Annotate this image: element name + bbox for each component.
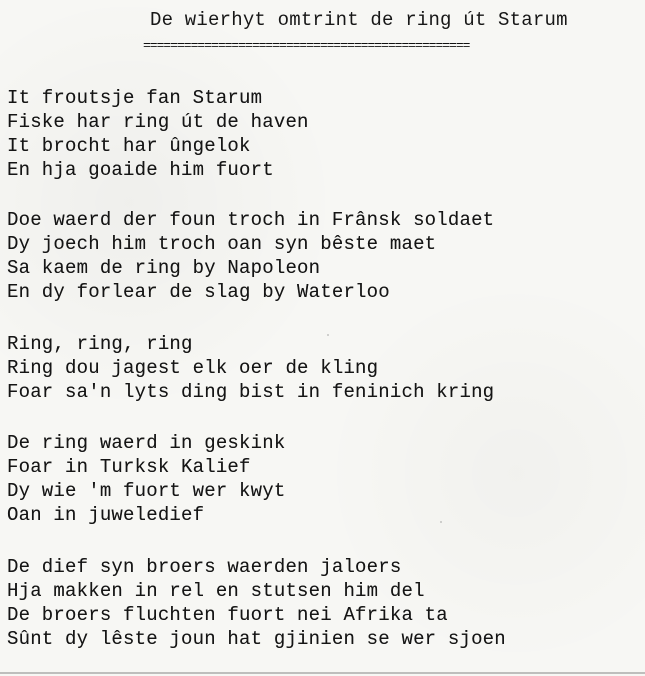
poem-line: Hja makken in rel en stutsen him del xyxy=(7,580,425,602)
stanza-3 xyxy=(7,332,637,404)
poem-line: Fiske har ring út de haven xyxy=(7,111,309,133)
poem-line: En dy forlear de slag by Waterloo xyxy=(7,281,390,303)
poem-line: It brocht har ûngelok xyxy=(7,135,251,157)
page-bottom-edge xyxy=(0,672,645,674)
poem-line: Sûnt dy lêste joun hat gjinien se wer sjoen xyxy=(7,628,506,650)
poem-line: Doe waerd der foun troch in Frânsk soldaet xyxy=(7,209,495,231)
stanza-5 xyxy=(7,555,637,651)
poem-line: Ring, ring, ring xyxy=(7,333,193,355)
paper-speck xyxy=(327,334,329,336)
poem-line: Oan in juweledief xyxy=(7,504,205,526)
poem-line: Sa kaem de ring by Napoleon xyxy=(7,257,321,279)
stanza-4 xyxy=(7,431,637,527)
poem-line: De dief syn broers waerden jaloers xyxy=(7,556,402,578)
poem-line: Ring dou jagest elk oer de kling xyxy=(7,357,379,379)
poem-line: It froutsje fan Starum xyxy=(7,87,263,109)
poem-line: Dy wie 'm fuort wer kwyt xyxy=(7,480,286,502)
stanza-1 xyxy=(7,86,637,182)
paper-speck xyxy=(440,521,442,523)
poem-line: Dy joech him troch oan syn bêste maet xyxy=(7,233,437,255)
poem-line: De broers fluchten fuort nei Afrika ta xyxy=(7,604,448,626)
document-title: De wierhyt omtrint de ring út Starum xyxy=(150,9,568,31)
stanza-2 xyxy=(7,208,637,304)
title-underline: ================================================ xyxy=(143,39,470,53)
poem-line: De ring waerd in geskink xyxy=(7,432,286,454)
poem-line: Foar sa'n lyts ding bist in feninich kring xyxy=(7,381,495,403)
poem-line: Foar in Turksk Kalief xyxy=(7,456,251,478)
poem-line: En hja goaide him fuort xyxy=(7,159,274,181)
